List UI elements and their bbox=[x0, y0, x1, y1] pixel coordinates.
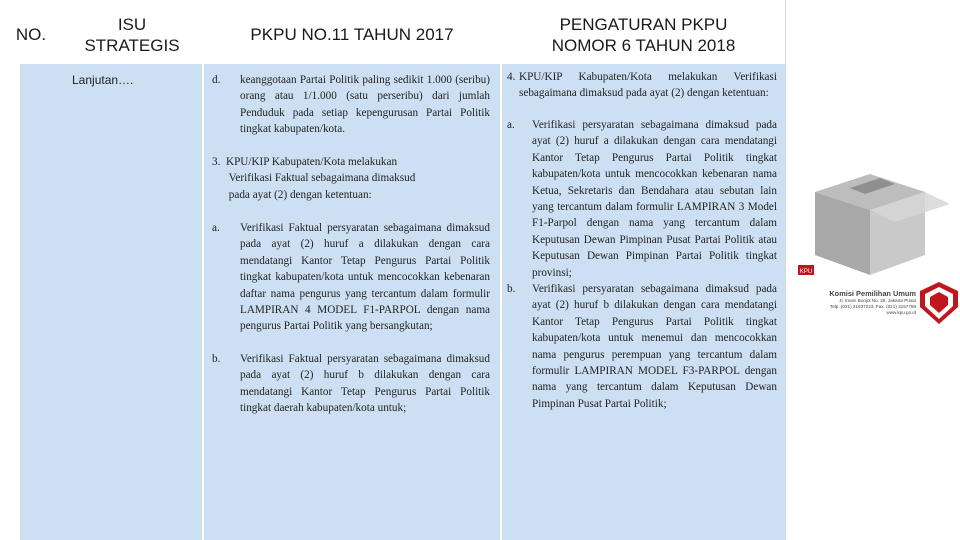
pkpu-item-3: 3. KPU/KIP Kabupaten/Kota melakukan Verifikasi Faktual sebagaimana dimaksud pada ayat (2) dengan ketentuan: bbox=[212, 156, 416, 201]
pkpu-a-label: a. bbox=[212, 222, 220, 234]
peng-item4-label: 4. bbox=[507, 71, 516, 83]
pkpu-b-label: b. bbox=[212, 353, 221, 365]
peng-b-text: Verifikasi persyaratan sebagaimana dimaksud pada ayat (2) huruf b dilakukan dengan cara mendatangi Kantor Tetap Pengurus Partai Politik tingkat kabupaten/kota untuk menemui dan mencocokkan nama pengurus perempuan yang tercantum dalam formulir LAMPIRAN MODEL F3-PARPOL dengan nama yang tercantum dalam Keputusan Dewan Pimpinan Pusat Partai Politik; bbox=[532, 283, 777, 410]
peng-item4-text: KPU/KIP Kabupaten/Kota melakukan Verifikasi sebagaimana dimaksud pada ayat (2) dengan ketentuan: bbox=[519, 71, 777, 100]
header-pkpu-2017: PKPU NO.11 TAHUN 2017 bbox=[250, 25, 454, 45]
pkpu-b-text: Verifikasi Faktual persyaratan sebagaimana dimaksud pada ayat (2) huruf b dilakukan dengan cara mendatangi Kantor Tetap Pengurus Partai Politik tingkat daerah kabupaten/kota untuk; bbox=[240, 353, 490, 415]
isu-lanjutan-text: Lanjutan…. bbox=[72, 73, 134, 87]
pkpu-d-label: d. bbox=[212, 74, 221, 86]
header-isu-strategis: ISU STRATEGIS bbox=[84, 14, 180, 55]
cell-no bbox=[20, 64, 62, 540]
kpu-logo bbox=[798, 269, 960, 325]
kpu-badge-icon bbox=[798, 263, 838, 277]
kpu-badge-text: KPU bbox=[799, 269, 813, 275]
kpu-logo-address: Jl. Imam Bonjol No. 29, Jakarta Pusat Telp. (021) 31937223, Fax. (021) 3157759 www.kpu.go.id bbox=[829, 298, 916, 315]
cell-isu bbox=[62, 64, 202, 540]
pkpu-d-text: keanggotaan Partai Politik paling sedikit 1.000 (seribu) orang atau 1/1.000 (satu perseribu) dari jumlah Penduduk pada setiap kepengurusan Partai Politik tingkat kabupaten/kota. bbox=[240, 74, 490, 136]
kpu-emblem-icon bbox=[918, 281, 960, 325]
panel-divider bbox=[785, 0, 786, 540]
peng-b-label: b. bbox=[507, 283, 516, 295]
peng-a-text: Verifikasi persyaratan sebagaimana dimaksud pada ayat (2) huruf a dilakukan dengan cara mendatangi Kantor Tetap Pengurus Partai Politik tingkat kabupaten/kota untuk mencocokkan kebenaran nama Ketua, Sekretaris dan Bendahara atau sebutan lain yang tercantum dalam formulir LAMPIRAN 3 Model F1-Parpol dengan nama yang tercantum dalam Keputusan Dewan Pimpinan Pusat Partai Politik atau Keputusan Dewan Pimpinan Partai Politik tingkat provinsi; bbox=[532, 119, 777, 279]
header-no: NO. bbox=[15, 25, 47, 45]
kpu-logo-text bbox=[798, 289, 916, 316]
kpu-logo-title: Komisi Pemilihan Umum bbox=[829, 289, 916, 298]
header-pengaturan-2018: PENGATURAN PKPU NOMOR 6 TAHUN 2018 bbox=[551, 14, 736, 55]
peng-a-label: a. bbox=[507, 119, 515, 131]
pkpu-a-text: Verifikasi Faktual persyaratan sebagaimana dimaksud pada ayat (2) huruf a dilakukan dengan cara mendatangi Kantor Tetap Pengurus Partai Politik tingkat kabupaten/kota untuk mencocokkan kebenaran daftar nama pengurus yang tercantum dalam formulir LAMPIRAN 4 MODEL F1-PARPOL dengan nama pengurus Partai Politik yang bersangkutan; bbox=[240, 222, 490, 333]
